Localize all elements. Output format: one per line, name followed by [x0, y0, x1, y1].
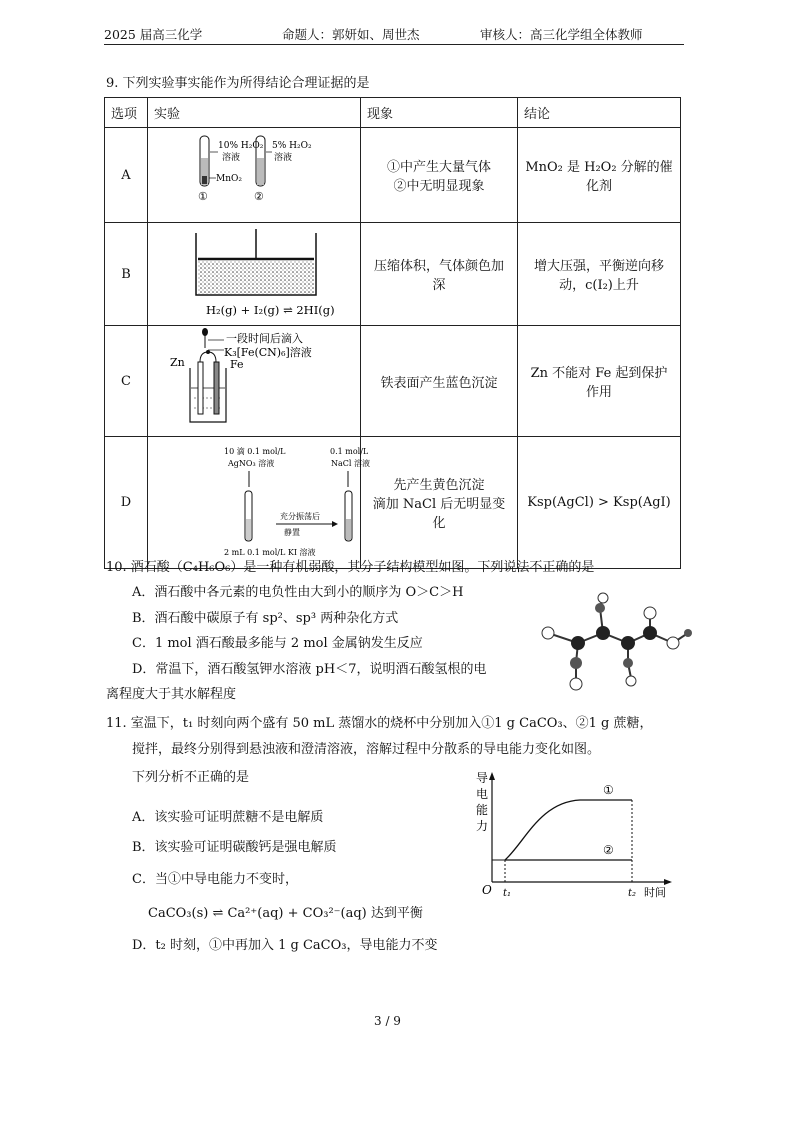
graph-xlabel: 时间 — [644, 886, 666, 899]
conclusion-line: 动，c(I₂)上升 — [559, 278, 639, 293]
header-reviewer: 审核人：高三化学组全体教师 — [480, 27, 643, 42]
header-authors: 命题人：郭妍如、周世杰 — [282, 27, 420, 42]
nacl-label-1: 0.1 mol/L — [330, 447, 369, 456]
drop-label-2: K₃[Fe(CN)₆]溶液 — [224, 346, 312, 359]
q10-option-d-cont: 离程度大于其水解程度 — [106, 687, 237, 702]
row-option: C — [105, 326, 148, 437]
conclusion-b — [518, 223, 681, 326]
q11-option-d: D．t₂ 时刻，①中再加入 1 g CaCO₃，导电能力不变 — [132, 938, 438, 953]
q9-table — [104, 97, 681, 569]
conclusion-d — [518, 437, 681, 569]
phenomenon-b — [361, 223, 518, 326]
phenomenon-a — [361, 128, 518, 223]
phenomenon-c — [361, 326, 518, 437]
tube1-label-1: 10% H₂O₂ — [218, 141, 264, 151]
agno3-label-2: AgNO₃ 溶液 — [228, 459, 275, 468]
q11-stem-3: 下列分析不正确的是 — [132, 770, 250, 785]
table-row — [105, 437, 681, 569]
phenomenon-line: 铁表面产生蓝色沉淀 — [380, 375, 498, 391]
conclusion-line: MnO₂ 是 H₂O₂ 分解的催 — [525, 160, 673, 175]
conclusion-line: Zn 不能对 Fe 起到保护 — [530, 366, 668, 381]
phenomenon-line: 深 — [432, 278, 446, 293]
experiment-a — [148, 128, 361, 223]
conductivity-graph — [470, 772, 680, 904]
graph-ylabel-4: 力 — [476, 819, 489, 833]
table-header-row — [105, 98, 681, 128]
tube1-label-2: 溶液 — [222, 153, 241, 163]
conclusion-c — [518, 326, 681, 437]
header-course: 2025 届高三化学 — [104, 27, 203, 42]
q10-option-d: D．常温下，酒石酸氢钾水溶液 pH＜7，说明酒石酸氢根的电 — [132, 662, 487, 677]
q10-stem: 10. 酒石酸（C₄H₆O₆）是一种有机弱酸，其分子结构模型如图。下列说法不正确的是 — [106, 560, 595, 575]
tube2-label-1: 5% H₂O₂ — [272, 141, 312, 151]
equation-b: H₂(g) + I₂(g) ⇌ 2HI(g) — [206, 303, 335, 317]
experiment-c — [148, 326, 361, 437]
tube2-number: ② — [254, 190, 264, 203]
q11-stem-2: 搅拌，最终分别得到悬浊液和澄清溶液，溶解过程中分散系的导电能力变化如图。 — [132, 742, 601, 757]
label-zn: Zn — [170, 356, 185, 369]
graph-origin: O — [482, 883, 492, 897]
row-option: A — [105, 128, 148, 223]
q11-option-c-eq: CaCO₃(s) ⇌ Ca²⁺(aq) + CO₃²⁻(aq) 达到平衡 — [148, 906, 423, 921]
ki-label: 2 mL 0.1 mol/L KI 溶液 — [224, 548, 316, 557]
conclusion-line: 作用 — [585, 385, 612, 400]
phenomenon-line: ①中产生大量气体 — [386, 160, 491, 175]
nacl-label-2: NaCl 溶液 — [331, 459, 370, 468]
phenomenon-line: ②中无明显现象 — [393, 179, 485, 194]
piston-cylinder-diagram — [148, 223, 361, 321]
phenomenon-line: 先产生黄色沉淀 — [393, 478, 485, 493]
agno3-label-1: 10 滴 0.1 mol/L — [224, 447, 286, 456]
tube1-label-3: MnO₂ — [216, 174, 242, 184]
row-option: D — [105, 437, 148, 569]
drop-label-1: 一段时间后滴入 — [226, 332, 303, 345]
col-phenomenon: 现象 — [361, 98, 518, 128]
q9-stem: 9. 下列实验事实能作为所得结论合理证据的是 — [106, 76, 370, 91]
galvanic-cell-diagram — [148, 326, 361, 432]
graph-curve1-label: ① — [603, 783, 614, 797]
q11-stem-1: 11. 室温下，t₁ 时刻向两个盛有 50 mL 蒸馏水的烧杯中分别加入①1 g CaCO₃、②1 g 蔗糖， — [106, 716, 653, 731]
arrow-label-2: 静置 — [284, 528, 300, 537]
arrow-label-1: 充分振荡后 — [280, 512, 320, 521]
col-experiment: 实验 — [148, 98, 361, 128]
tube2-label-2: 溶液 — [274, 153, 293, 163]
experiment-d — [148, 437, 370, 569]
phenomenon-d — [361, 437, 518, 569]
test-tubes-diagram — [148, 128, 361, 218]
q11-option-a: A．该实验可证明蔗糖不是电解质 — [132, 810, 324, 825]
conclusion-line: 增大压强，平衡逆向移 — [533, 259, 664, 274]
q11-option-b: B．该实验可证明碳酸钙是强电解质 — [132, 840, 337, 855]
graph-curve2-label: ② — [603, 843, 614, 857]
conclusion-a — [518, 128, 681, 223]
col-conclusion: 结论 — [518, 98, 681, 128]
graph-ylabel-1: 导 — [476, 771, 489, 785]
graph-ylabel-2: 电 — [476, 787, 489, 801]
label-fe: Fe — [230, 358, 244, 371]
row-option: B — [105, 223, 148, 326]
graph-t2: t₂ — [628, 888, 637, 899]
q10-option-c: C．1 mol 酒石酸最多能与 2 mol 金属钠发生反应 — [132, 636, 423, 651]
table-row — [105, 128, 681, 223]
conclusion-line: Ksp(AgCl) > Ksp(AgI) — [527, 495, 671, 510]
col-option: 选项 — [105, 98, 148, 128]
phenomenon-line: 滴加 NaCl 后无明显变化 — [372, 497, 506, 531]
phenomenon-line: 压缩体积，气体颜色加 — [373, 259, 504, 274]
tube1-number: ① — [198, 190, 208, 203]
precipitation-diagram — [148, 437, 370, 564]
experiment-b — [148, 223, 361, 326]
table-row — [105, 326, 681, 437]
table-row — [105, 223, 681, 326]
tartaric-acid-model — [528, 588, 698, 698]
q10-option-a: A．酒石酸中各元素的电负性由大到小的顺序为 O＞C＞H — [132, 585, 464, 600]
page-header — [104, 22, 684, 45]
graph-t1: t₁ — [503, 888, 512, 899]
q10-option-b: B．酒石酸中碳原子有 sp²、sp³ 两种杂化方式 — [132, 611, 399, 626]
graph-ylabel-3: 能 — [476, 803, 489, 817]
page-number: 3 / 9 — [374, 1014, 401, 1028]
conclusion-line: 化剂 — [585, 179, 612, 194]
q11-option-c: C．当①中导电能力不变时， — [132, 872, 298, 887]
